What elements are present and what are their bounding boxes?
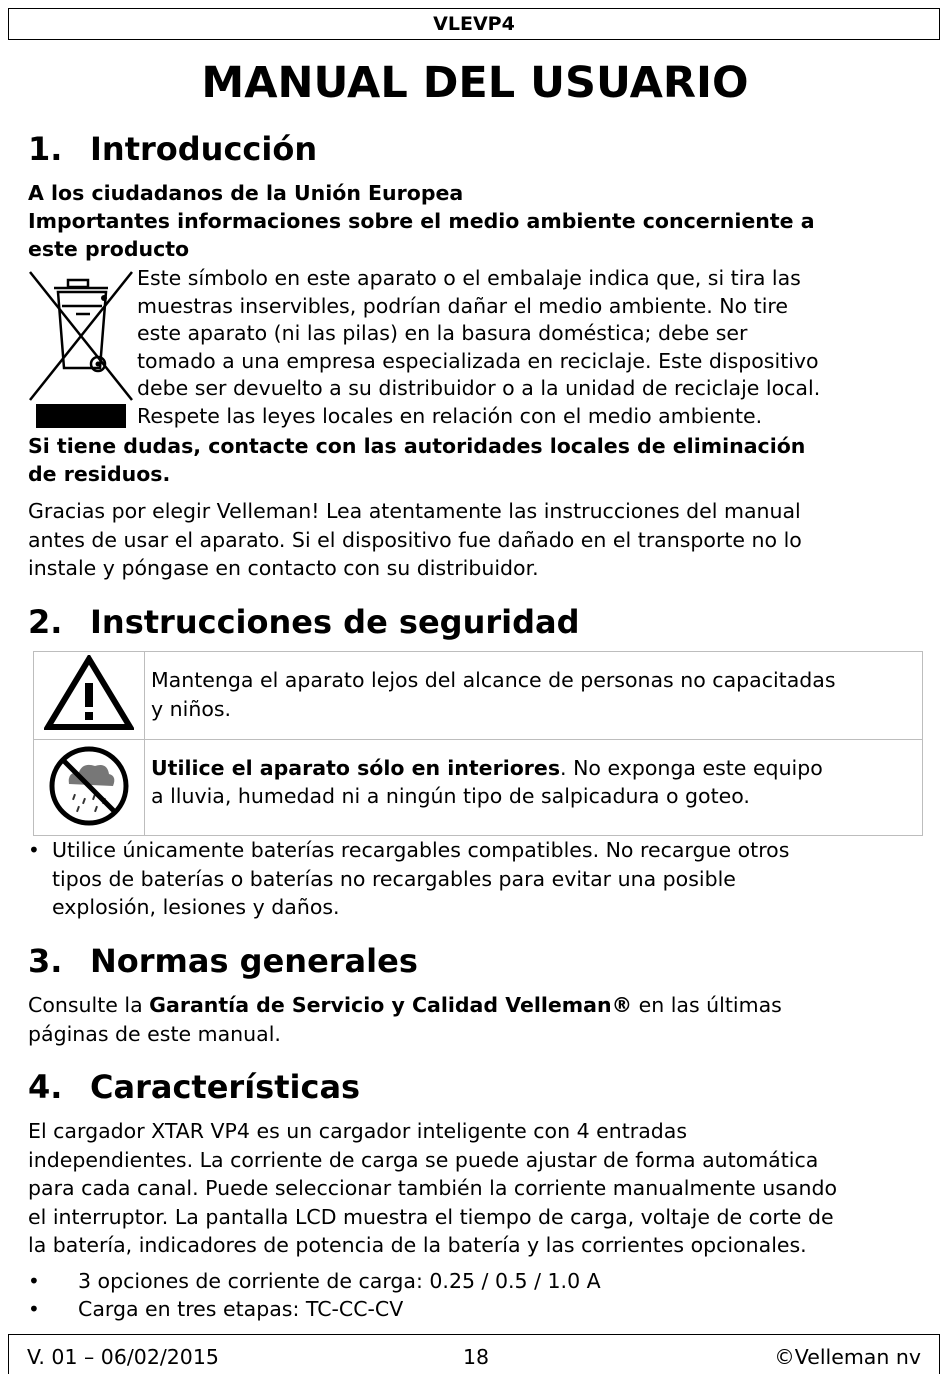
thanks-line-2: antes de usar el aparato. Si el dispositivo fue dañado en el transporte no lo [28, 527, 802, 552]
bin-text-line-6: Respete las leyes locales en relación con el medio ambiente. [137, 404, 763, 428]
footer-page-number: 18 [463, 1345, 490, 1369]
section-number: 4. [28, 1068, 63, 1106]
safety-row-2-line-2: a lluvia, humedad ni a ningún tipo de salpicadura o goteo. [151, 784, 750, 808]
battery-bullet-line-3: explosión, lesiones y daños. [52, 895, 340, 919]
features-line-4: el interruptor. La pantalla LCD muestra el tiempo de carga, voltaje de corte de [28, 1204, 834, 1229]
thanks-line-1: Gracias por elegir Velleman! Lea atentamente las instrucciones del manual [28, 499, 801, 523]
safety-text-cell [145, 652, 923, 740]
bin-underline-bar [36, 404, 126, 428]
disposal-note-line-2: de residuos. [28, 462, 171, 486]
feature-bullet-2: Carga en tres etapas: TC-CC-CV [78, 1297, 404, 1321]
bin-text-line-2: muestras inservibles, podrían dañar el medio ambiente. No tire [137, 293, 789, 318]
section-title: Instrucciones de seguridad [90, 603, 580, 641]
section-3-heading [28, 942, 418, 980]
bin-text-line-5: debe ser devuelto a su distribuidor o a la unidad de reciclaje local. [137, 376, 821, 401]
safety-icon-cell [34, 739, 145, 836]
page-header [8, 8, 940, 40]
bin-text-line-1: Este símbolo en este aparato o el embalaje indica que, si tira las [137, 266, 801, 290]
safety-row [34, 739, 923, 836]
section-title: Normas generales [90, 942, 418, 980]
footer-version: V. 01 – 06/02/2015 [27, 1345, 219, 1369]
battery-bullet-line-1: Utilice únicamente baterías recargables compatibles. No recargue otros [52, 838, 790, 862]
bullet-dot: • [28, 1297, 40, 1321]
safety-table [33, 651, 923, 836]
battery-bullet-line-2: tipos de baterías o baterías no recargables para evitar una posible [52, 866, 736, 891]
indoor-use-rest: . No exponga este equipo [560, 755, 823, 780]
section-title: Características [90, 1068, 361, 1106]
indoor-use-bold: Utilice el aparato sólo en interiores [151, 755, 561, 780]
safety-row-1-line-2: y niños. [151, 696, 232, 721]
environment-heading-line-2: este producto [28, 237, 190, 261]
section-number: 2. [28, 603, 63, 641]
page-footer [8, 1334, 940, 1374]
safety-row [34, 652, 923, 740]
page-title: MANUAL DEL USUARIO [201, 58, 749, 108]
warning-triangle-icon [44, 655, 134, 731]
feature-bullet-1: 3 opciones de corriente de carga: 0.25 / 0.5 / 1.0 A [78, 1269, 601, 1293]
safety-icon-cell [34, 652, 145, 740]
environment-heading-line-1: Importantes informaciones sobre el medio ambiente concerniente a [28, 209, 815, 233]
section-title: Introducción [90, 130, 318, 168]
bin-text-line-4: tomado a una empresa especializada en reciclaje. Este dispositivo [137, 348, 819, 373]
warranty-line-2: páginas de este manual. [28, 1021, 281, 1046]
section-number: 1. [28, 130, 63, 168]
features-line-1: El cargador XTAR VP4 es un cargador inteligente con 4 entradas [28, 1119, 688, 1143]
warranty-pre: Consulte la [28, 993, 150, 1017]
thanks-line-3: instale y póngase en contacto con su distribuidor. [28, 556, 539, 580]
no-rain-icon [47, 744, 131, 828]
bullet-dot: • [28, 838, 40, 862]
header-model: VLEVP4 [433, 13, 515, 35]
eu-citizens-heading: A los ciudadanos de la Unión Europea [28, 181, 464, 205]
section-2-heading [28, 603, 580, 641]
warranty-post: en las últimas [632, 993, 782, 1017]
warranty-line-1 [28, 991, 928, 1020]
section-1-heading [28, 130, 317, 168]
features-line-5: la batería, indicadores de potencia de la batería y las corrientes opcionales. [28, 1233, 807, 1257]
features-line-2: independientes. La corriente de carga se puede ajustar de forma automática [28, 1147, 819, 1172]
footer-copyright: ©Velleman nv [774, 1345, 921, 1369]
features-line-3: para cada canal. Puede seleccionar también la corriente manualmente usando [28, 1176, 837, 1200]
bin-text-line-3: este aparato (ni las pilas) en la basura doméstica; debe ser [137, 321, 748, 346]
disposal-note-line-1: Si tiene dudas, contacte con las autoridades locales de eliminación [28, 434, 806, 458]
safety-row-1-line-1: Mantenga el aparato lejos del alcance de personas no capacitadas [151, 668, 836, 692]
section-4-heading [28, 1068, 360, 1106]
section-number: 3. [28, 942, 63, 980]
warranty-bold: Garantía de Servicio y Calidad Velleman® [149, 993, 633, 1017]
bullet-dot: • [28, 1269, 40, 1293]
safety-text-cell [145, 739, 923, 836]
